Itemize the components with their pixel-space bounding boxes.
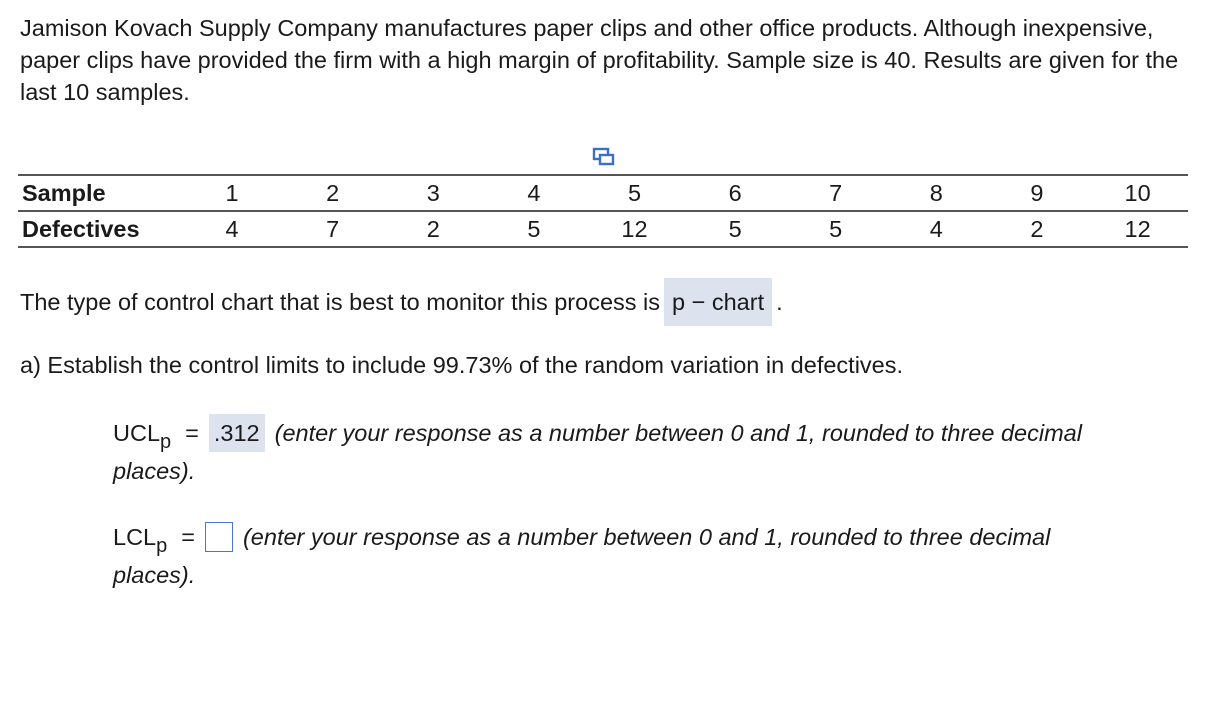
- lcl-subscript: p: [156, 535, 168, 557]
- lcl-row: [113, 518, 1193, 594]
- table-cell: 5: [728, 215, 742, 242]
- table-row-defectives: [18, 211, 1188, 247]
- chart-type-question: [20, 278, 783, 326]
- ucl-subscript: p: [160, 431, 172, 453]
- table-cell: 2: [426, 215, 440, 242]
- row-header: Sample: [22, 179, 106, 206]
- chart-type-prompt: The type of control chart that is best to monitor this process is: [20, 289, 661, 315]
- table-cell: 1: [225, 179, 239, 206]
- table-cell: 9: [1030, 179, 1044, 206]
- lcl-instruction: (enter your response as a number between 0 and 1, rounded to three decimal: [242, 524, 1051, 550]
- row-header: Defectives: [22, 215, 140, 242]
- table-cell: 8: [929, 179, 943, 206]
- table-cell: 2: [1030, 215, 1044, 242]
- table-cell: 7: [326, 215, 340, 242]
- table-cell: 10: [1124, 179, 1151, 206]
- table-cell: 5: [527, 215, 541, 242]
- table-cell: 3: [426, 179, 440, 206]
- table-cell: 12: [621, 215, 648, 242]
- ucl-symbol-text: UCL: [113, 420, 161, 446]
- lcl-equals: =: [181, 524, 195, 550]
- table-cell: 6: [728, 179, 742, 206]
- table-cell: 5: [829, 215, 843, 242]
- lcl-instruction-cont: places).: [113, 562, 196, 588]
- ucl-instruction: (enter your response as a number between 0 and 1, rounded to three decimal: [274, 420, 1082, 446]
- ucl-answer[interactable]: .312: [209, 414, 265, 452]
- chart-type-suffix: .: [776, 289, 783, 315]
- lcl-symbol: [113, 524, 168, 557]
- chart-type-answer[interactable]: p − chart: [664, 278, 772, 326]
- table-cell: 2: [326, 179, 340, 206]
- ucl-instruction-cont: places).: [113, 458, 196, 484]
- ucl-symbol: [113, 420, 172, 453]
- ucl-row: [113, 414, 1193, 490]
- data-table: [18, 174, 1188, 248]
- table-cell: 12: [1124, 215, 1151, 242]
- copy-to-clipboard-icon[interactable]: [592, 147, 616, 167]
- table-cell: 4: [225, 215, 239, 242]
- table-cell: 4: [929, 215, 943, 242]
- part-a-prompt: a) Establish the control limits to include 99.73% of the random variation in defectives.: [20, 352, 904, 378]
- lcl-answer-input[interactable]: [205, 522, 233, 552]
- table-cell: 4: [527, 179, 541, 206]
- table-row-sample: [18, 175, 1188, 211]
- table-cell: 5: [627, 179, 642, 206]
- lcl-symbol-text: LCL: [113, 524, 157, 550]
- problem-intro: Jamison Kovach Supply Company manufactures paper clips and other office products. Although inexpensive, paper clips have provided the firm with a high margin of profitability. Sample size is 40. Results are given for the last 10 samples.: [20, 15, 1179, 105]
- ucl-equals: =: [185, 420, 199, 446]
- table-cell: 7: [829, 179, 843, 206]
